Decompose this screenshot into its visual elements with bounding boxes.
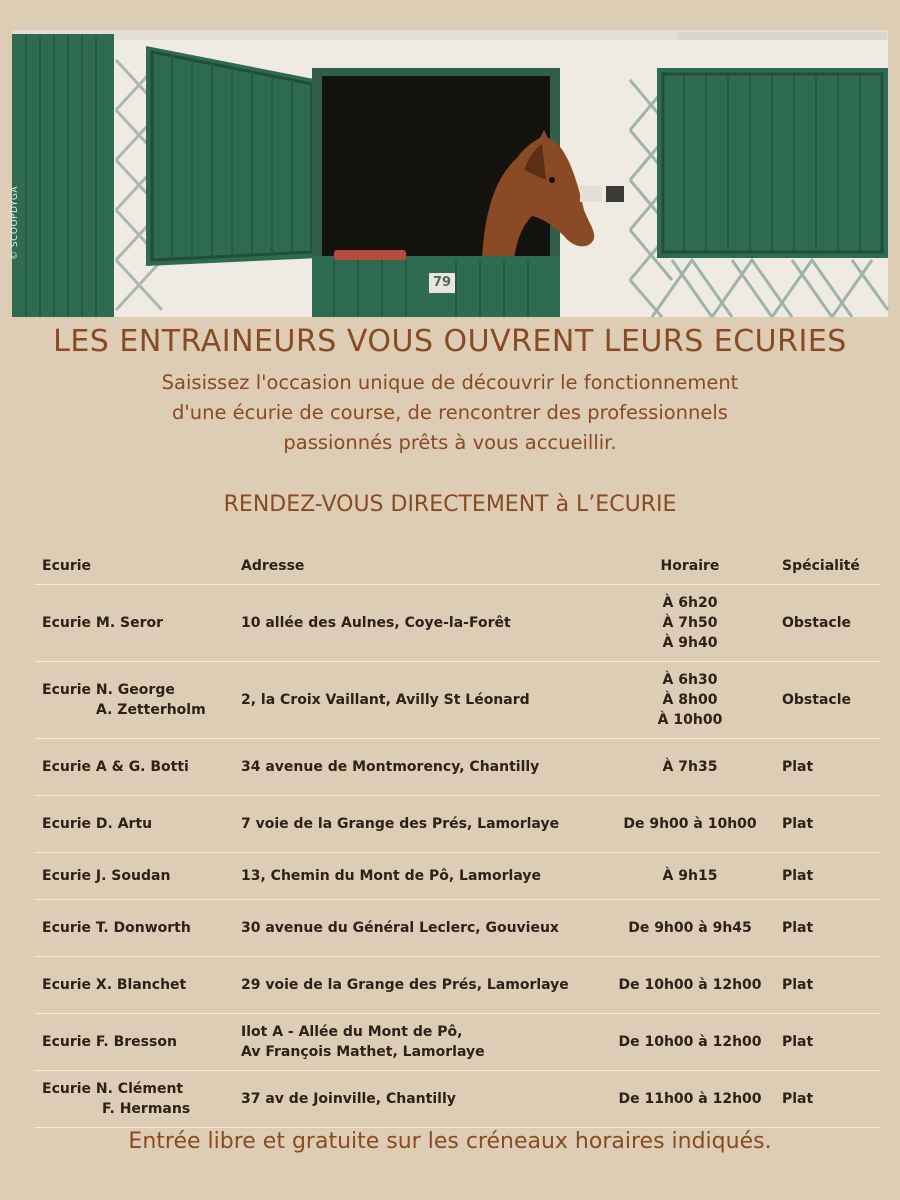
schedule-text: De 9h00 à 10h00: [623, 816, 757, 832]
address-text: 37 av de Joinville, Chantilly: [241, 1091, 456, 1107]
stable-name-cell: [42, 739, 242, 795]
schedule-text: De 11h00 à 12h00: [618, 1091, 762, 1107]
stable-name-text: Ecurie T. Donworth: [42, 920, 191, 936]
schedule-text: À 6h30: [662, 672, 718, 688]
stable-name-cell: [42, 662, 242, 738]
stable-name-text: Ecurie M. Seror: [42, 615, 164, 631]
specialty-text: Plat: [782, 920, 814, 936]
table-body: [35, 585, 880, 1128]
table-header-row: [35, 548, 880, 585]
stables-table: [35, 548, 880, 1128]
schedule-text: À 9h15: [662, 868, 718, 884]
specialty-text: Plat: [782, 977, 814, 993]
specialty-cell: [782, 853, 882, 899]
footer-note: Entrée libre et gratuite sur les créneaux horaires indiqués.: [128, 1129, 772, 1154]
header-ecurie: Ecurie: [42, 558, 92, 574]
stable-name-cell: [42, 1071, 242, 1127]
specialty-cell: [782, 1071, 882, 1127]
stable-name-text: Ecurie N. Clément: [42, 1081, 184, 1097]
schedule-cell: [595, 739, 785, 795]
specialty-text: Obstacle: [782, 615, 851, 631]
intro-text: [60, 368, 840, 458]
specialty-cell: [782, 739, 882, 795]
table-row: [35, 796, 880, 853]
specialty-cell: [782, 957, 882, 1013]
stable-name-text: Ecurie F. Bresson: [42, 1034, 177, 1050]
stable-name-text: A. Zetterholm: [96, 702, 206, 718]
specialty-cell: [782, 900, 882, 956]
photo-watermark: © SCOOPDYGA: [10, 185, 20, 260]
header-adresse: Adresse: [241, 558, 305, 574]
schedule-cell: [595, 1014, 785, 1070]
intro-line: d'une écurie de course, de rencontrer des professionnels: [172, 401, 728, 424]
address-cell: [241, 853, 601, 899]
address-text: 10 allée des Aulnes, Coye-la-Forêt: [241, 615, 511, 631]
address-text: 29 voie de la Grange des Prés, Lamorlaye: [241, 977, 569, 993]
stable-name-text: Ecurie J. Soudan: [42, 868, 171, 884]
schedule-text: À 7h35: [662, 759, 718, 775]
specialty-text: Plat: [782, 759, 814, 775]
address-text: 7 voie de la Grange des Prés, Lamorlaye: [241, 816, 560, 832]
intro-line: passionnés prêts à vous accueillir.: [283, 431, 617, 454]
schedule-cell: [595, 585, 785, 661]
table-row: [35, 1014, 880, 1071]
schedule-cell: [595, 662, 785, 738]
address-text: 30 avenue du Général Leclerc, Gouvieux: [241, 920, 559, 936]
stable-name-cell: [42, 853, 242, 899]
table-row: [35, 739, 880, 796]
address-text: 34 avenue de Montmorency, Chantilly: [241, 759, 540, 775]
stable-name-cell: [42, 585, 242, 661]
schedule-text: À 8h00: [662, 692, 718, 708]
specialty-text: Obstacle: [782, 692, 851, 708]
specialty-text: Plat: [782, 1034, 814, 1050]
address-cell: [241, 585, 601, 661]
schedule-text: De 10h00 à 12h00: [618, 1034, 762, 1050]
stable-name-text: Ecurie N. George: [42, 682, 175, 698]
schedule-cell: [595, 853, 785, 899]
address-cell: [241, 1071, 601, 1127]
header-horaire: Horaire: [660, 558, 720, 574]
address-text: 2, la Croix Vaillant, Avilly St Léonard: [241, 692, 530, 708]
address-cell: [241, 796, 601, 852]
table-row: [35, 957, 880, 1014]
schedule-cell: [595, 957, 785, 1013]
stable-name-cell: [42, 1014, 242, 1070]
address-cell: [241, 900, 601, 956]
address-cell: [241, 1014, 601, 1070]
section-title: RENDEZ-VOUS DIRECTEMENT à L’ECURIE: [223, 492, 677, 517]
header-specialite: Spécialité: [782, 558, 860, 574]
schedule-cell: [595, 1071, 785, 1127]
specialty-text: Plat: [782, 1091, 814, 1107]
stable-name-cell: [42, 900, 242, 956]
table-row: [35, 853, 880, 900]
intro-line: Saisissez l'occasion unique de découvrir le fonctionnement: [161, 371, 739, 394]
stable-name-cell: [42, 796, 242, 852]
schedule-text: À 9h40: [662, 635, 718, 651]
stable-photo: [12, 30, 888, 317]
table-row: [35, 585, 880, 662]
address-text: 13, Chemin du Mont de Pô, Lamorlaye: [241, 868, 541, 884]
table-row: [35, 900, 880, 957]
schedule-text: À 7h50: [662, 615, 718, 631]
address-text: Ilot A - Allée du Mont de Pô,: [241, 1024, 463, 1040]
table-row: [35, 1071, 880, 1128]
schedule-text: De 9h00 à 9h45: [628, 920, 752, 936]
stable-name-text: Ecurie D. Artu: [42, 816, 153, 832]
address-text: Av François Mathet, Lamorlaye: [241, 1044, 485, 1060]
stable-name-text: Ecurie X. Blanchet: [42, 977, 187, 993]
table-row: [35, 662, 880, 739]
headline: LES ENTRAINEURS VOUS OUVRENT LEURS ECURIES: [53, 324, 847, 359]
address-cell: [241, 662, 601, 738]
specialty-cell: [782, 1014, 882, 1070]
specialty-cell: [782, 585, 882, 661]
schedule-text: À 6h20: [662, 595, 718, 611]
schedule-text: De 10h00 à 12h00: [618, 977, 762, 993]
stall-number: 79: [429, 273, 455, 293]
schedule-cell: [595, 796, 785, 852]
address-cell: [241, 957, 601, 1013]
address-cell: [241, 739, 601, 795]
specialty-cell: [782, 662, 882, 738]
schedule-cell: [595, 900, 785, 956]
stable-name-text: F. Hermans: [102, 1101, 191, 1117]
specialty-text: Plat: [782, 816, 814, 832]
stable-name-text: Ecurie A & G. Botti: [42, 759, 189, 775]
specialty-cell: [782, 796, 882, 852]
schedule-text: À 10h00: [657, 712, 723, 728]
specialty-text: Plat: [782, 868, 814, 884]
stable-name-cell: [42, 957, 242, 1013]
